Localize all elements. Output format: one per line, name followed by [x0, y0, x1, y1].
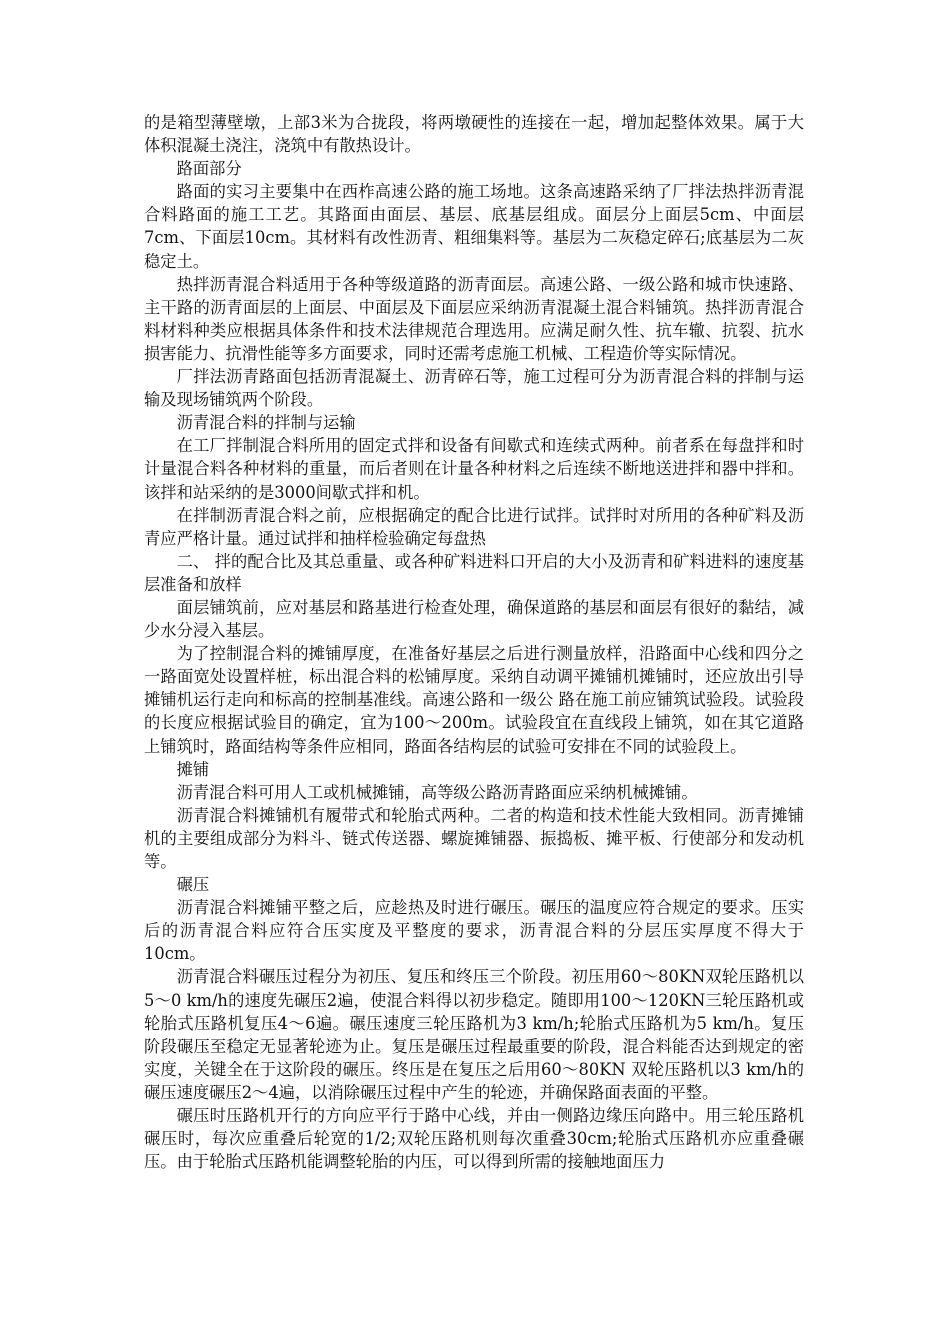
- paragraph-3: 路面的实习主要集中在西柞高速公路的施工场地。这条高速路采纳了厂拌法热拌沥青混合料路面的施工工艺。其路面由面层、基层、底基层组成。面层分上面层5cm、中面层7cm、下面层10cm。其材料有改性沥青、粗细集料等。基层为二灰稳定碎石;底基层为二灰稳定土。: [144, 182, 804, 271]
- paragraph-16: 沥青混合料摊铺平整之后，应趁热及时进行碾压。碾压的温度应符合规定的要求。压实后的沥青混合料应符合压实度及平整度的要求，沥青混合料的分层压实厚度不得大于10cm。: [144, 898, 804, 964]
- paragraph-7: 在工厂拌制混合料所用的固定式拌和设备有间歇式和连续式两种。前者系在每盘拌和时计量混合料各种材料的重量，而后者则在计量各种材料之后连续不断地送进拌和器中拌和。该拌和站采纳的是3000间歇式拌和机。: [144, 436, 804, 502]
- paragraph-8: 在拌制沥青混合料之前，应根据确定的配合比进行试拌。试拌时对所用的各种矿料及沥青应严格计量。通过试拌和抽样检验确定每盘热: [144, 505, 804, 548]
- document-body: [144, 111, 804, 1173]
- paragraph-1: 的是箱型薄壁墩，上部3米为合拢段，将两墩硬性的连接在一起，增加起整体效果。属于大体积混凝土浇注，浇筑中有散热设计。: [144, 113, 804, 156]
- section-heading-rolling: 碾压: [176, 875, 210, 895]
- section-heading-paving: 摊铺: [176, 759, 210, 779]
- paragraph-14: 沥青混合料摊铺机有履带式和轮胎式两种。二者的构造和技术性能大致相同。沥青摊铺机的主要组成部分为料斗、链式传送器、螺旋摊铺器、振捣板、摊平板、行使部分和发动机等。: [144, 805, 804, 871]
- paragraph-17: 沥青混合料碾压过程分为初压、复压和终压三个阶段。初压用60～80KN双轮压路机以5～0 km/h的速度先碾压2遍，使混合料得以初步稳定。随即用100～120KN三轮压路机或轮胎式压路机复压4～6遍。碾压速度三轮压路机为3 km/h;轮胎式压路机为5 km/h。复压阶段碾压至稳定无显著轮迹为止。复压是碾压过程最重要的阶段，混合料能否达到规定的密实度，关键全在于这阶段的碾压。终压是在复压之后用60～80KN 双轮压路机以3 km/h的碾压速度碾压2～4遍，以消除碾压过程中产生的轮迹，并确保路面表面的平整。: [144, 967, 804, 1102]
- paragraph-11: 为了控制混合料的摊铺厚度，在准备好基层之后进行测量放样，沿路面中心线和四分之一路面宽处设置样桩，标出混合料的松铺厚度。采纳自动调平摊铺机摊铺时，还应放出引导摊铺机运行走向和标高的控制基准线。高速公路和一级公 路在施工前应铺筑试验段。试验段的长度应根据试验目的确定，宜为100～200m。试验段宜在直线段上铺筑，如在其它道路上铺筑时，路面结构等条件应相同，路面各结构层的试验可安排在不同的试验段上。: [144, 644, 804, 756]
- section-heading-road-surface: 路面部分: [176, 159, 242, 179]
- section-heading-mixing-transport: 沥青混合料的拌制与运输: [176, 413, 356, 433]
- paragraph-9: 二、 拌的配合比及其总重量、或各种矿料进料口开启的大小及沥青和矿料进料的速度基层准备和放样: [144, 551, 804, 594]
- paragraph-4: 热拌沥青混合料适用于各种等级道路的沥青面层。高速公路、一级公路和城市快速路、主干路的沥青面层的上面层、中面层及下面层应采纳沥青混凝土混合料铺筑。热拌沥青混合料材料种类应根据具体条件和技术法律规范合理选用。应满足耐久性、抗车辙、抗裂、抗水损害能力、抗滑性能等多方面要求，同时还需考虑施工机械、工程造价等实际情况。: [144, 274, 804, 363]
- paragraph-13: 沥青混合料可用人工或机械摊铺，高等级公路沥青路面应采纳机械摊铺。: [176, 782, 698, 802]
- paragraph-18: 碾压时压路机开行的方向应平行于路中心线，并由一侧路边缘压向路中。用三轮压路机碾压时，每次应重叠后轮宽的1/2;双轮压路机则每次重叠30cm;轮胎式压路机亦应重叠碾压。由于轮胎式压路机能调整轮胎的内压，可以得到所需的接触地面压力: [144, 1106, 804, 1172]
- paragraph-10: 面层铺筑前，应对基层和路基进行检查处理，确保道路的基层和面层有很好的黏结，减少水分浸入基层。: [144, 597, 804, 641]
- paragraph-5: 厂拌法沥青路面包括沥青混凝土、沥青碎石等，施工过程可分为沥青混合料的拌制与运输及现场铺筑两个阶段。: [144, 367, 804, 410]
